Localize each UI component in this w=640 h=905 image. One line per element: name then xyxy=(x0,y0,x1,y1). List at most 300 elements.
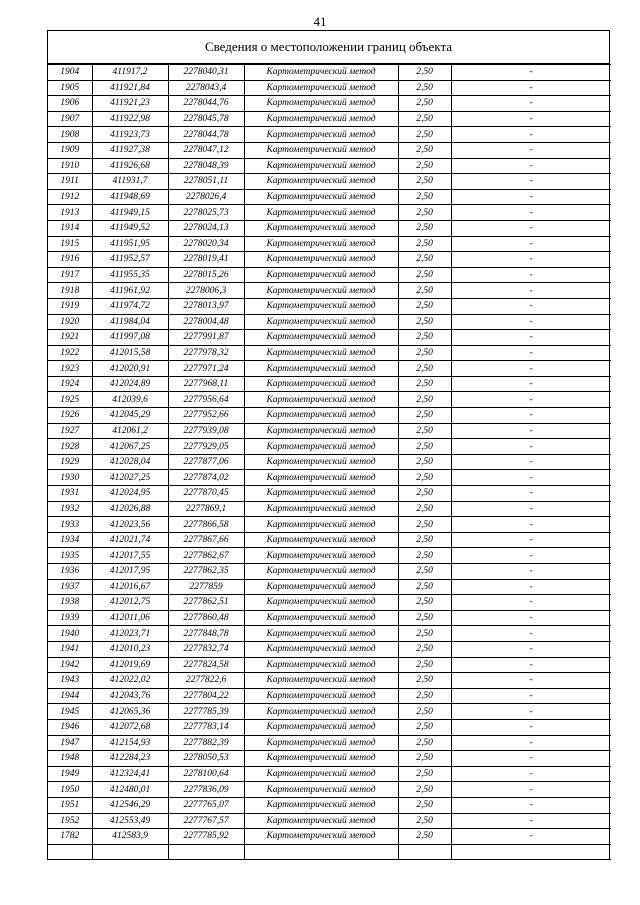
point-number-cell: 1939 xyxy=(48,610,92,626)
accuracy-cell: 2,50 xyxy=(398,829,451,845)
accuracy-cell: 2,50 xyxy=(398,267,451,283)
x-coordinate-cell: 411949,52 xyxy=(92,220,168,236)
table-row xyxy=(48,298,611,314)
y-coordinate-cell: 2277952,66 xyxy=(168,408,244,424)
table-row xyxy=(48,267,611,283)
x-coordinate-cell: 412011,06 xyxy=(92,610,168,626)
accuracy-cell: 2,50 xyxy=(398,564,451,580)
accuracy-cell: 2,50 xyxy=(398,782,451,798)
x-coordinate-cell: 412067,25 xyxy=(92,439,168,455)
accuracy-cell: 2,50 xyxy=(398,330,451,346)
description-cell: - xyxy=(451,252,611,268)
method-cell: Картометрический метод xyxy=(244,283,398,299)
table-row xyxy=(48,205,611,221)
accuracy-cell: 2,50 xyxy=(398,96,451,112)
accuracy-cell: 2,50 xyxy=(398,688,451,704)
x-coordinate-cell: 412583,9 xyxy=(92,829,168,845)
x-coordinate-cell: 411917,2 xyxy=(92,65,168,81)
y-coordinate-cell: 2277824,58 xyxy=(168,657,244,673)
method-cell: Картометрический метод xyxy=(244,657,398,673)
x-coordinate-cell: 412017,55 xyxy=(92,548,168,564)
accuracy-cell: 2,50 xyxy=(398,298,451,314)
y-coordinate-cell: 2278025,73 xyxy=(168,205,244,221)
table-row xyxy=(48,813,611,829)
x-coordinate-cell: 411926,68 xyxy=(92,158,168,174)
accuracy-cell: 2,50 xyxy=(398,283,451,299)
x-coordinate-cell: 412024,89 xyxy=(92,376,168,392)
accuracy-cell: 2,50 xyxy=(398,517,451,533)
coordinates-table-body xyxy=(48,65,611,860)
y-coordinate-cell: 2277785,39 xyxy=(168,704,244,720)
y-coordinate-cell: 2277862,51 xyxy=(168,595,244,611)
method-cell: Картометрический метод xyxy=(244,486,398,502)
y-coordinate-cell: 2277836,09 xyxy=(168,782,244,798)
y-coordinate-cell: 2277968,11 xyxy=(168,376,244,392)
x-coordinate-cell: 412045,29 xyxy=(92,408,168,424)
y-coordinate-cell: 2278100,64 xyxy=(168,766,244,782)
table-row xyxy=(48,719,611,735)
y-coordinate-cell: 2277848,78 xyxy=(168,626,244,642)
y-coordinate-cell: 2277870,45 xyxy=(168,486,244,502)
y-coordinate-cell: 2278044,76 xyxy=(168,96,244,112)
description-cell: - xyxy=(451,376,611,392)
description-cell: - xyxy=(451,80,611,96)
x-coordinate-cell: 412021,74 xyxy=(92,532,168,548)
point-number-cell: 1931 xyxy=(48,486,92,502)
point-number-cell: 1919 xyxy=(48,298,92,314)
x-coordinate-cell: 412546,29 xyxy=(92,797,168,813)
method-cell: Картометрический метод xyxy=(244,532,398,548)
accuracy-cell: 2,50 xyxy=(398,220,451,236)
y-coordinate-cell: 2277804,22 xyxy=(168,688,244,704)
point-number-cell: 1941 xyxy=(48,641,92,657)
accuracy-cell: 2,50 xyxy=(398,127,451,143)
x-coordinate-cell: 412072,68 xyxy=(92,719,168,735)
table-row xyxy=(48,751,611,767)
table-row xyxy=(48,236,611,252)
table-row xyxy=(48,174,611,190)
y-coordinate-cell: 2277859 xyxy=(168,579,244,595)
point-number-cell: 1920 xyxy=(48,314,92,330)
x-coordinate-cell: 411931,7 xyxy=(92,174,168,190)
method-cell: Картометрический метод xyxy=(244,735,398,751)
x-coordinate-cell: 412027,25 xyxy=(92,470,168,486)
point-number-cell: 1918 xyxy=(48,283,92,299)
y-coordinate-cell: 2278019,41 xyxy=(168,252,244,268)
table-row xyxy=(48,392,611,408)
description-cell: - xyxy=(451,704,611,720)
accuracy-cell: 2,50 xyxy=(398,65,451,81)
description-cell: - xyxy=(451,267,611,283)
x-coordinate-cell: 411927,38 xyxy=(92,142,168,158)
method-cell: Картометрический метод xyxy=(244,392,398,408)
table-row xyxy=(48,283,611,299)
point-number-cell: 1934 xyxy=(48,532,92,548)
x-coordinate-cell: 411984,04 xyxy=(92,314,168,330)
accuracy-cell: 2,50 xyxy=(398,579,451,595)
method-cell: Картометрический метод xyxy=(244,314,398,330)
x-coordinate-cell: 412020,91 xyxy=(92,361,168,377)
accuracy-cell: 2,50 xyxy=(398,766,451,782)
point-number-cell: 1949 xyxy=(48,766,92,782)
description-cell: - xyxy=(451,688,611,704)
method-cell: Картометрический метод xyxy=(244,782,398,798)
description-cell: - xyxy=(451,486,611,502)
accuracy-cell: 2,50 xyxy=(398,423,451,439)
accuracy-cell: 2,50 xyxy=(398,673,451,689)
method-cell: Картометрический метод xyxy=(244,267,398,283)
description-cell: - xyxy=(451,423,611,439)
method-cell: Картометрический метод xyxy=(244,751,398,767)
method-cell: Картометрический метод xyxy=(244,345,398,361)
empty-cell xyxy=(92,844,168,860)
y-coordinate-cell: 2277939,08 xyxy=(168,423,244,439)
point-number-cell: 1930 xyxy=(48,470,92,486)
y-coordinate-cell: 2277971,24 xyxy=(168,361,244,377)
y-coordinate-cell: 2277929,05 xyxy=(168,439,244,455)
y-coordinate-cell: 2278013,97 xyxy=(168,298,244,314)
method-cell: Картометрический метод xyxy=(244,626,398,642)
empty-cell xyxy=(398,844,451,860)
description-cell: - xyxy=(451,174,611,190)
accuracy-cell: 2,50 xyxy=(398,719,451,735)
y-coordinate-cell: 2277956,64 xyxy=(168,392,244,408)
point-number-cell: 1909 xyxy=(48,142,92,158)
y-coordinate-cell: 2277767,57 xyxy=(168,813,244,829)
description-cell: - xyxy=(451,751,611,767)
method-cell: Картометрический метод xyxy=(244,517,398,533)
method-cell: Картометрический метод xyxy=(244,65,398,81)
description-cell: - xyxy=(451,158,611,174)
y-coordinate-cell: 2278045,78 xyxy=(168,111,244,127)
accuracy-cell: 2,50 xyxy=(398,345,451,361)
boundary-table-frame xyxy=(47,30,610,860)
point-number-cell: 1947 xyxy=(48,735,92,751)
accuracy-cell: 2,50 xyxy=(398,595,451,611)
accuracy-cell: 2,50 xyxy=(398,252,451,268)
table-row xyxy=(48,423,611,439)
accuracy-cell: 2,50 xyxy=(398,376,451,392)
method-cell: Картометрический метод xyxy=(244,766,398,782)
y-coordinate-cell: 2277765,07 xyxy=(168,797,244,813)
point-number-cell: 1907 xyxy=(48,111,92,127)
table-row xyxy=(48,314,611,330)
table-row xyxy=(48,688,611,704)
x-coordinate-cell: 412553,49 xyxy=(92,813,168,829)
point-number-cell: 1922 xyxy=(48,345,92,361)
x-coordinate-cell: 411974,72 xyxy=(92,298,168,314)
accuracy-cell: 2,50 xyxy=(398,641,451,657)
method-cell: Картометрический метод xyxy=(244,610,398,626)
method-cell: Картометрический метод xyxy=(244,595,398,611)
table-row xyxy=(48,142,611,158)
x-coordinate-cell: 411961,92 xyxy=(92,283,168,299)
table-row xyxy=(48,96,611,112)
description-cell: - xyxy=(451,298,611,314)
x-coordinate-cell: 412012,75 xyxy=(92,595,168,611)
method-cell: Картометрический метод xyxy=(244,80,398,96)
y-coordinate-cell: 2277877,06 xyxy=(168,454,244,470)
method-cell: Картометрический метод xyxy=(244,673,398,689)
method-cell: Картометрический метод xyxy=(244,813,398,829)
description-cell: - xyxy=(451,439,611,455)
method-cell: Картометрический метод xyxy=(244,96,398,112)
point-number-cell: 1942 xyxy=(48,657,92,673)
method-cell: Картометрический метод xyxy=(244,423,398,439)
point-number-cell: 1782 xyxy=(48,829,92,845)
point-number-cell: 1929 xyxy=(48,454,92,470)
table-row xyxy=(48,111,611,127)
y-coordinate-cell: 2277822,6 xyxy=(168,673,244,689)
method-cell: Картометрический метод xyxy=(244,579,398,595)
description-cell: - xyxy=(451,408,611,424)
point-number-cell: 1938 xyxy=(48,595,92,611)
description-cell: - xyxy=(451,65,611,81)
point-number-cell: 1906 xyxy=(48,96,92,112)
table-row xyxy=(48,220,611,236)
method-cell: Картометрический метод xyxy=(244,439,398,455)
description-cell: - xyxy=(451,470,611,486)
empty-cell xyxy=(244,844,398,860)
table-row xyxy=(48,470,611,486)
x-coordinate-cell: 412019,69 xyxy=(92,657,168,673)
x-coordinate-cell: 412022,02 xyxy=(92,673,168,689)
method-cell: Картометрический метод xyxy=(244,127,398,143)
accuracy-cell: 2,50 xyxy=(398,735,451,751)
description-cell: - xyxy=(451,454,611,470)
y-coordinate-cell: 2278026,4 xyxy=(168,189,244,205)
description-cell: - xyxy=(451,236,611,252)
method-cell: Картометрический метод xyxy=(244,454,398,470)
empty-cell xyxy=(451,844,611,860)
table-row xyxy=(48,65,611,81)
table-row xyxy=(48,345,611,361)
table-row xyxy=(48,80,611,96)
y-coordinate-cell: 2278024,13 xyxy=(168,220,244,236)
method-cell: Картометрический метод xyxy=(244,704,398,720)
point-number-cell: 1913 xyxy=(48,205,92,221)
x-coordinate-cell: 412324,41 xyxy=(92,766,168,782)
table-row xyxy=(48,797,611,813)
description-cell: - xyxy=(451,330,611,346)
point-number-cell: 1910 xyxy=(48,158,92,174)
y-coordinate-cell: 2277866,58 xyxy=(168,517,244,533)
method-cell: Картометрический метод xyxy=(244,376,398,392)
description-cell: - xyxy=(451,548,611,564)
empty-cell xyxy=(48,844,92,860)
point-number-cell: 1937 xyxy=(48,579,92,595)
x-coordinate-cell: 411922,98 xyxy=(92,111,168,127)
x-coordinate-cell: 412010,23 xyxy=(92,641,168,657)
point-number-cell: 1923 xyxy=(48,361,92,377)
x-coordinate-cell: 412028,04 xyxy=(92,454,168,470)
description-cell: - xyxy=(451,205,611,221)
description-cell: - xyxy=(451,517,611,533)
description-cell: - xyxy=(451,766,611,782)
x-coordinate-cell: 412023,71 xyxy=(92,626,168,642)
point-number-cell: 1917 xyxy=(48,267,92,283)
section-title: Сведения о местоположении границ объекта xyxy=(48,31,609,64)
y-coordinate-cell: 2278050,53 xyxy=(168,751,244,767)
table-row xyxy=(48,127,611,143)
y-coordinate-cell: 2277867,66 xyxy=(168,532,244,548)
x-coordinate-cell: 412026,88 xyxy=(92,501,168,517)
method-cell: Картометрический метод xyxy=(244,641,398,657)
description-cell: - xyxy=(451,735,611,751)
y-coordinate-cell: 2277869,1 xyxy=(168,501,244,517)
accuracy-cell: 2,50 xyxy=(398,174,451,190)
y-coordinate-cell: 2278006,3 xyxy=(168,283,244,299)
accuracy-cell: 2,50 xyxy=(398,470,451,486)
description-cell: - xyxy=(451,626,611,642)
table-row xyxy=(48,657,611,673)
y-coordinate-cell: 2277978,32 xyxy=(168,345,244,361)
description-cell: - xyxy=(451,579,611,595)
method-cell: Картометрический метод xyxy=(244,158,398,174)
description-cell: - xyxy=(451,595,611,611)
table-row xyxy=(48,486,611,502)
table-row xyxy=(48,782,611,798)
description-cell: - xyxy=(451,797,611,813)
point-number-cell: 1924 xyxy=(48,376,92,392)
point-number-cell: 1940 xyxy=(48,626,92,642)
page-number: 41 xyxy=(313,14,327,29)
y-coordinate-cell: 2277783,14 xyxy=(168,719,244,735)
point-number-cell: 1921 xyxy=(48,330,92,346)
x-coordinate-cell: 411923,73 xyxy=(92,127,168,143)
method-cell: Картометрический метод xyxy=(244,719,398,735)
table-row xyxy=(48,579,611,595)
point-number-cell: 1925 xyxy=(48,392,92,408)
empty-cell xyxy=(168,844,244,860)
point-number-cell: 1916 xyxy=(48,252,92,268)
accuracy-cell: 2,50 xyxy=(398,626,451,642)
accuracy-cell: 2,50 xyxy=(398,610,451,626)
y-coordinate-cell: 2278004,48 xyxy=(168,314,244,330)
x-coordinate-cell: 411921,23 xyxy=(92,96,168,112)
y-coordinate-cell: 2277832,74 xyxy=(168,641,244,657)
accuracy-cell: 2,50 xyxy=(398,439,451,455)
table-row xyxy=(48,610,611,626)
y-coordinate-cell: 2277862,35 xyxy=(168,564,244,580)
table-row xyxy=(48,330,611,346)
description-cell: - xyxy=(451,673,611,689)
description-cell: - xyxy=(451,189,611,205)
point-number-cell: 1950 xyxy=(48,782,92,798)
description-cell: - xyxy=(451,719,611,735)
point-number-cell: 1928 xyxy=(48,439,92,455)
description-cell: - xyxy=(451,564,611,580)
description-cell: - xyxy=(451,220,611,236)
accuracy-cell: 2,50 xyxy=(398,486,451,502)
method-cell: Картометрический метод xyxy=(244,174,398,190)
x-coordinate-cell: 411951,95 xyxy=(92,236,168,252)
point-number-cell: 1935 xyxy=(48,548,92,564)
x-coordinate-cell: 412017,95 xyxy=(92,564,168,580)
point-number-cell: 1945 xyxy=(48,704,92,720)
point-number-cell: 1904 xyxy=(48,65,92,81)
accuracy-cell: 2,50 xyxy=(398,392,451,408)
point-number-cell: 1911 xyxy=(48,174,92,190)
accuracy-cell: 2,50 xyxy=(398,361,451,377)
y-coordinate-cell: 2278043,4 xyxy=(168,80,244,96)
description-cell: - xyxy=(451,283,611,299)
method-cell: Картометрический метод xyxy=(244,688,398,704)
point-number-cell: 1948 xyxy=(48,751,92,767)
table-row xyxy=(48,408,611,424)
x-coordinate-cell: 411948,69 xyxy=(92,189,168,205)
y-coordinate-cell: 2277882,39 xyxy=(168,735,244,751)
accuracy-cell: 2,50 xyxy=(398,501,451,517)
y-coordinate-cell: 2278047,12 xyxy=(168,142,244,158)
table-row xyxy=(48,189,611,205)
x-coordinate-cell: 412154,93 xyxy=(92,735,168,751)
accuracy-cell: 2,50 xyxy=(398,797,451,813)
point-number-cell: 1944 xyxy=(48,688,92,704)
table-row xyxy=(48,158,611,174)
description-cell: - xyxy=(451,361,611,377)
description-cell: - xyxy=(451,641,611,657)
description-cell: - xyxy=(451,345,611,361)
point-number-cell: 1915 xyxy=(48,236,92,252)
method-cell: Картометрический метод xyxy=(244,205,398,221)
description-cell: - xyxy=(451,532,611,548)
table-row xyxy=(48,626,611,642)
table-row xyxy=(48,548,611,564)
x-coordinate-cell: 412284,23 xyxy=(92,751,168,767)
table-row xyxy=(48,641,611,657)
table-row xyxy=(48,673,611,689)
x-coordinate-cell: 411952,57 xyxy=(92,252,168,268)
method-cell: Картометрический метод xyxy=(244,189,398,205)
accuracy-cell: 2,50 xyxy=(398,454,451,470)
accuracy-cell: 2,50 xyxy=(398,158,451,174)
table-row xyxy=(48,439,611,455)
method-cell: Картометрический метод xyxy=(244,797,398,813)
accuracy-cell: 2,50 xyxy=(398,408,451,424)
coordinates-table xyxy=(48,64,611,860)
description-cell: - xyxy=(451,142,611,158)
x-coordinate-cell: 412039,6 xyxy=(92,392,168,408)
y-coordinate-cell: 2277991,87 xyxy=(168,330,244,346)
y-coordinate-cell: 2278040,31 xyxy=(168,65,244,81)
description-cell: - xyxy=(451,96,611,112)
x-coordinate-cell: 411955,35 xyxy=(92,267,168,283)
description-cell: - xyxy=(451,111,611,127)
empty-table-row xyxy=(48,844,611,860)
point-number-cell: 1912 xyxy=(48,189,92,205)
method-cell: Картометрический метод xyxy=(244,408,398,424)
method-cell: Картометрический метод xyxy=(244,252,398,268)
table-row xyxy=(48,501,611,517)
table-row xyxy=(48,595,611,611)
x-coordinate-cell: 411997,08 xyxy=(92,330,168,346)
method-cell: Картометрический метод xyxy=(244,330,398,346)
accuracy-cell: 2,50 xyxy=(398,142,451,158)
point-number-cell: 1927 xyxy=(48,423,92,439)
x-coordinate-cell: 412024,95 xyxy=(92,486,168,502)
point-number-cell: 1905 xyxy=(48,80,92,96)
y-coordinate-cell: 2277785,92 xyxy=(168,829,244,845)
y-coordinate-cell: 2278048,39 xyxy=(168,158,244,174)
x-coordinate-cell: 412480,01 xyxy=(92,782,168,798)
y-coordinate-cell: 2277874,02 xyxy=(168,470,244,486)
x-coordinate-cell: 412065,36 xyxy=(92,704,168,720)
description-cell: - xyxy=(451,829,611,845)
point-number-cell: 1914 xyxy=(48,220,92,236)
point-number-cell: 1933 xyxy=(48,517,92,533)
accuracy-cell: 2,50 xyxy=(398,236,451,252)
